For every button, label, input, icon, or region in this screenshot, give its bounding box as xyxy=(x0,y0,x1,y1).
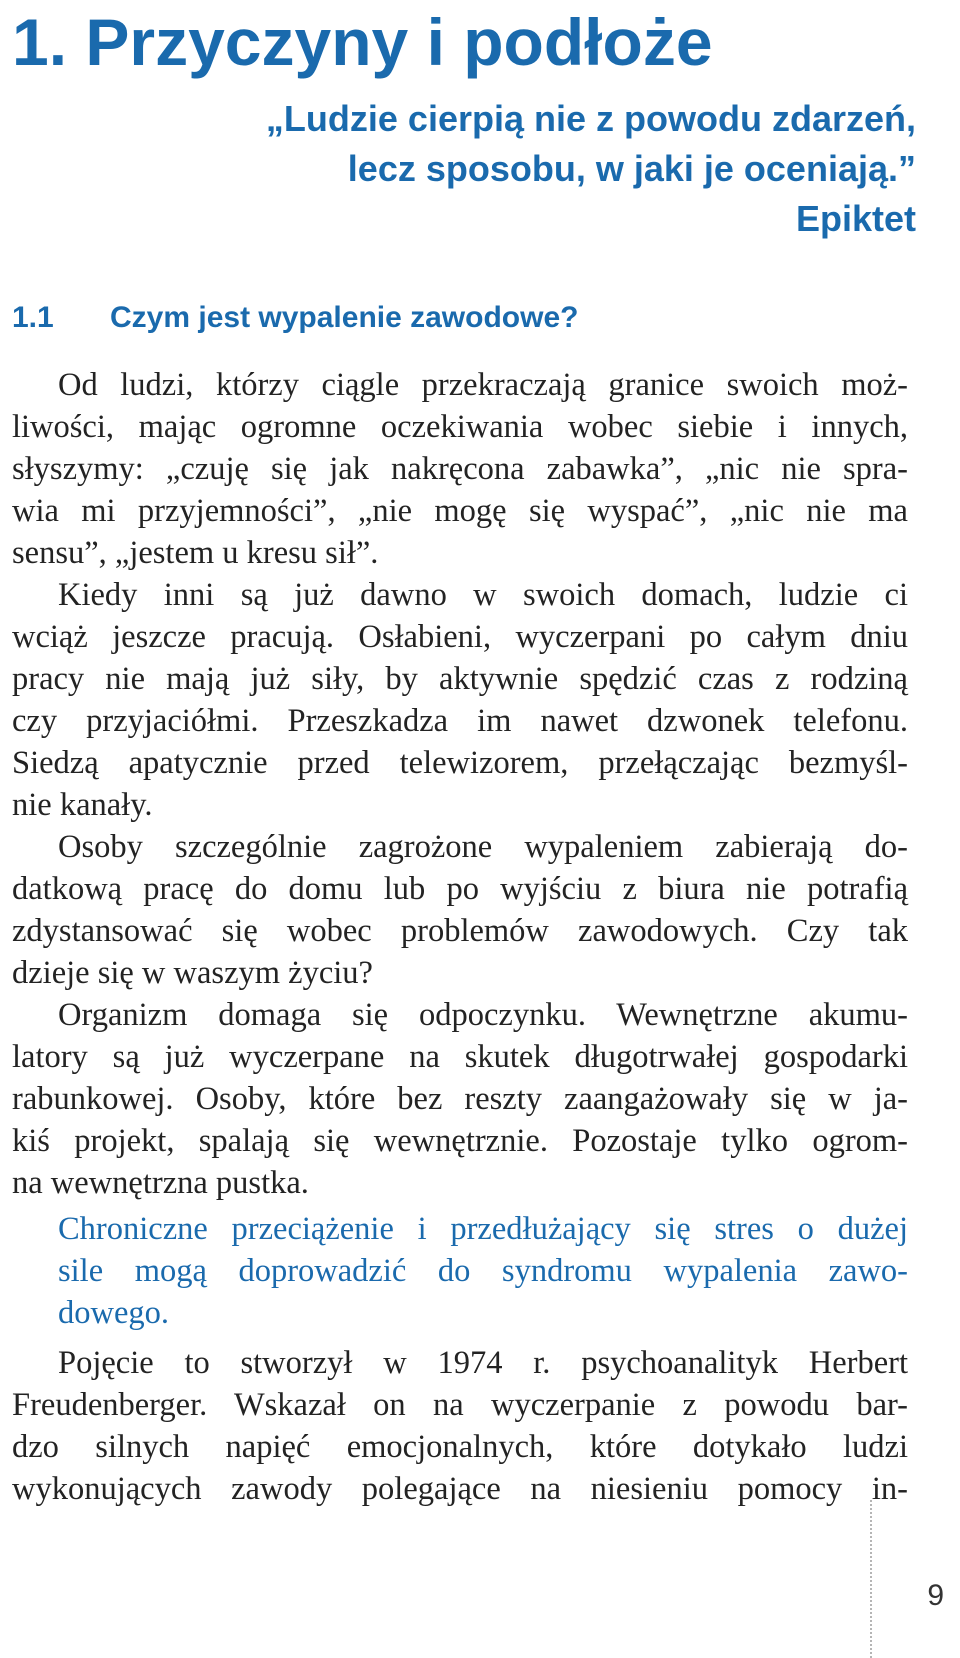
text-line: wia mi przyjemności”, „nie mogę się wyspać”, „nic nie ma xyxy=(12,493,908,529)
text-line: czy przyjaciółmi. Przeszkadza im nawet dzwonek telefonu. xyxy=(12,703,908,739)
text-line: dzieje się w waszym życiu? xyxy=(12,955,373,991)
epigraph xyxy=(266,94,916,244)
highlight-paragraph xyxy=(12,1208,908,1334)
text-line: rabunkowej. Osoby, które bez reszty zaangażowały się w ja- xyxy=(12,1081,908,1117)
paragraph-4 xyxy=(12,994,908,1204)
text-line: Kiedy inni są już dawno w swoich domach, ludzie ci xyxy=(58,577,908,613)
paragraph-3 xyxy=(12,826,908,994)
page-number: 9 xyxy=(927,1579,944,1612)
text-line: Organizm domaga się odpoczynku. Wewnętrzne akumu- xyxy=(58,997,908,1033)
section-title: Czym jest wypalenie zawodowe? xyxy=(110,301,579,334)
text-line: nie kanały. xyxy=(12,787,153,823)
paragraph-2 xyxy=(12,574,908,826)
text-line: pracy nie mają już siły, by aktywnie spędzić czas z rodziną xyxy=(12,661,908,697)
text-line: datkową pracę do domu lub po wyjściu z biura nie potrafią xyxy=(12,871,908,907)
text-line: słyszymy: „czuję się jak nakręcona zabawka”, „nic nie spra- xyxy=(12,451,908,487)
epigraph-line: „Ludzie cierpią nie z powodu zdarzeń, xyxy=(265,98,916,139)
chapter-title: 1. Przyczyny i podłoże xyxy=(12,5,713,79)
highlight-line: sile mogą doprowadzić do syndromu wypalenia zawo- xyxy=(58,1253,908,1289)
text-line: liwości, mając ogromne oczekiwania wobec siebie i innych, xyxy=(12,409,908,445)
text-line: wykonujących zawody polegające na niesieniu pomocy in- xyxy=(12,1471,908,1507)
paragraph-1 xyxy=(12,364,908,574)
text-line: Siedzą apatycznie przed telewizorem, przełączając bezmyśl- xyxy=(12,745,908,781)
text-line: kiś projekt, spalają się wewnętrznie. Pozostaje tylko ogrom- xyxy=(12,1123,908,1159)
highlight-line: Chroniczne przeciążenie i przedłużający się stres o dużej xyxy=(58,1211,908,1247)
text-line: dzo silnych napięć emocjonalnych, które dotykało ludzi xyxy=(12,1429,908,1465)
section-heading xyxy=(12,298,578,338)
text-line: Freudenberger. Wskazał on na wyczerpanie z powodu bar- xyxy=(12,1387,908,1423)
text-line: na wewnętrzna pustka. xyxy=(12,1165,309,1201)
text-line: Od ludzi, którzy ciągle przekraczają granice swoich moż- xyxy=(58,367,908,403)
section-number: 1.1 xyxy=(12,301,54,334)
epigraph-author: Epiktet xyxy=(795,198,916,239)
text-line: wciąż jeszcze pracują. Osłabieni, wyczerpani po całym dniu xyxy=(12,619,908,655)
epigraph-line: lecz sposobu, w jaki je oceniają.” xyxy=(347,148,916,189)
closing-paragraph xyxy=(12,1342,908,1510)
text-line: latory są już wyczerpane na skutek długotrwałej gospodarki xyxy=(12,1039,908,1075)
page-number-divider xyxy=(870,1500,872,1658)
text-line: Osoby szczególnie zagrożone wypaleniem zabierają do- xyxy=(58,829,908,865)
highlight-line: dowego. xyxy=(58,1295,170,1331)
text-line: sensu”, „jestem u kresu sił”. xyxy=(12,535,379,571)
text-line: zdystansować się wobec problemów zawodowych. Czy tak xyxy=(12,913,908,949)
text-line: Pojęcie to stworzył w 1974 r. psychoanalityk Herbert xyxy=(58,1345,908,1381)
